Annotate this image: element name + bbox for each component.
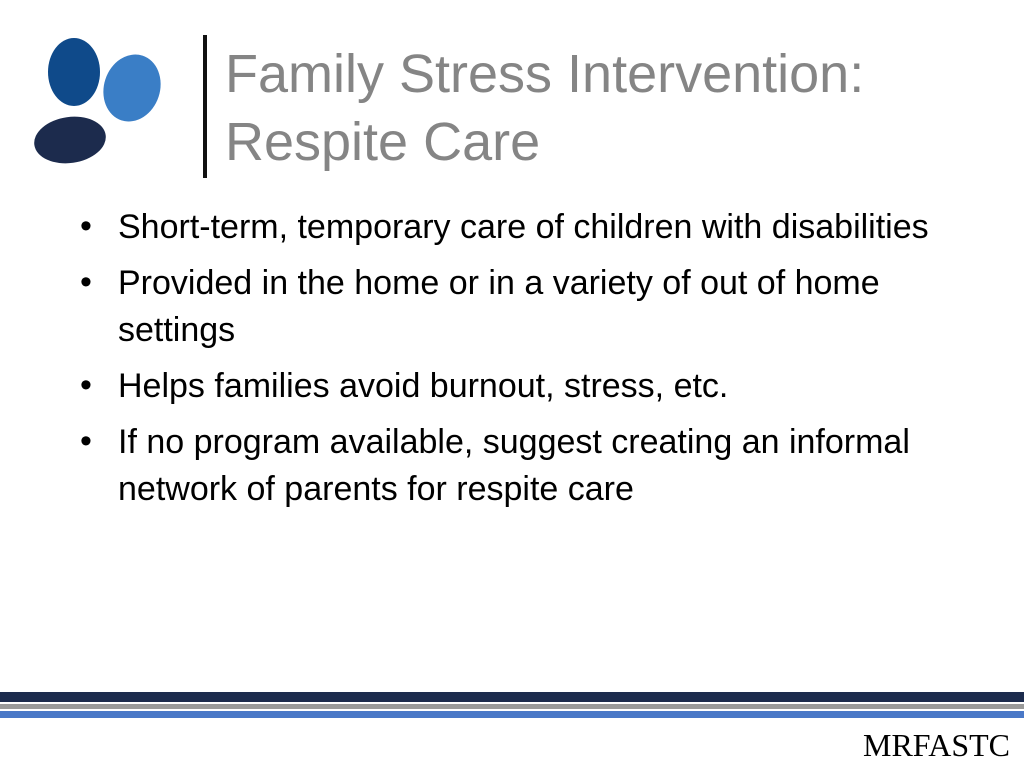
bullet-text: Provided in the home or in a variety of out of home settings [118, 264, 880, 349]
footer-bar-navy [0, 692, 1024, 702]
bullet-item [80, 419, 930, 513]
slide-title-line-1: Family Stress Intervention: [225, 44, 865, 104]
bullet-text: If no program available, suggest creating an informal network of parents for respite care [118, 423, 910, 508]
bullet-icon: • [80, 263, 92, 301]
bullet-item [80, 260, 930, 354]
logo-petal-top-left [48, 38, 100, 106]
logo-petal-bottom [31, 112, 109, 168]
bullet-list [80, 204, 930, 522]
footer-bar-blue [0, 711, 1024, 718]
bullet-item [80, 363, 930, 410]
logo-petal-right [95, 47, 166, 129]
footer-brand: MRFASTC [862, 727, 1010, 763]
title-divider [203, 35, 207, 178]
bullet-text: Short-term, temporary care of children with disabilities [118, 208, 929, 246]
bullet-icon: • [80, 422, 92, 460]
bullet-icon: • [80, 207, 92, 245]
slide-title-line-2: Respite Care [225, 112, 541, 172]
slide-title [225, 40, 1005, 176]
bullet-item [80, 204, 930, 251]
footer-bar-gray [0, 704, 1024, 709]
logo-icon [30, 38, 166, 170]
bullet-text: Helps families avoid burnout, stress, etc. [118, 367, 729, 405]
bullet-icon: • [80, 366, 92, 404]
